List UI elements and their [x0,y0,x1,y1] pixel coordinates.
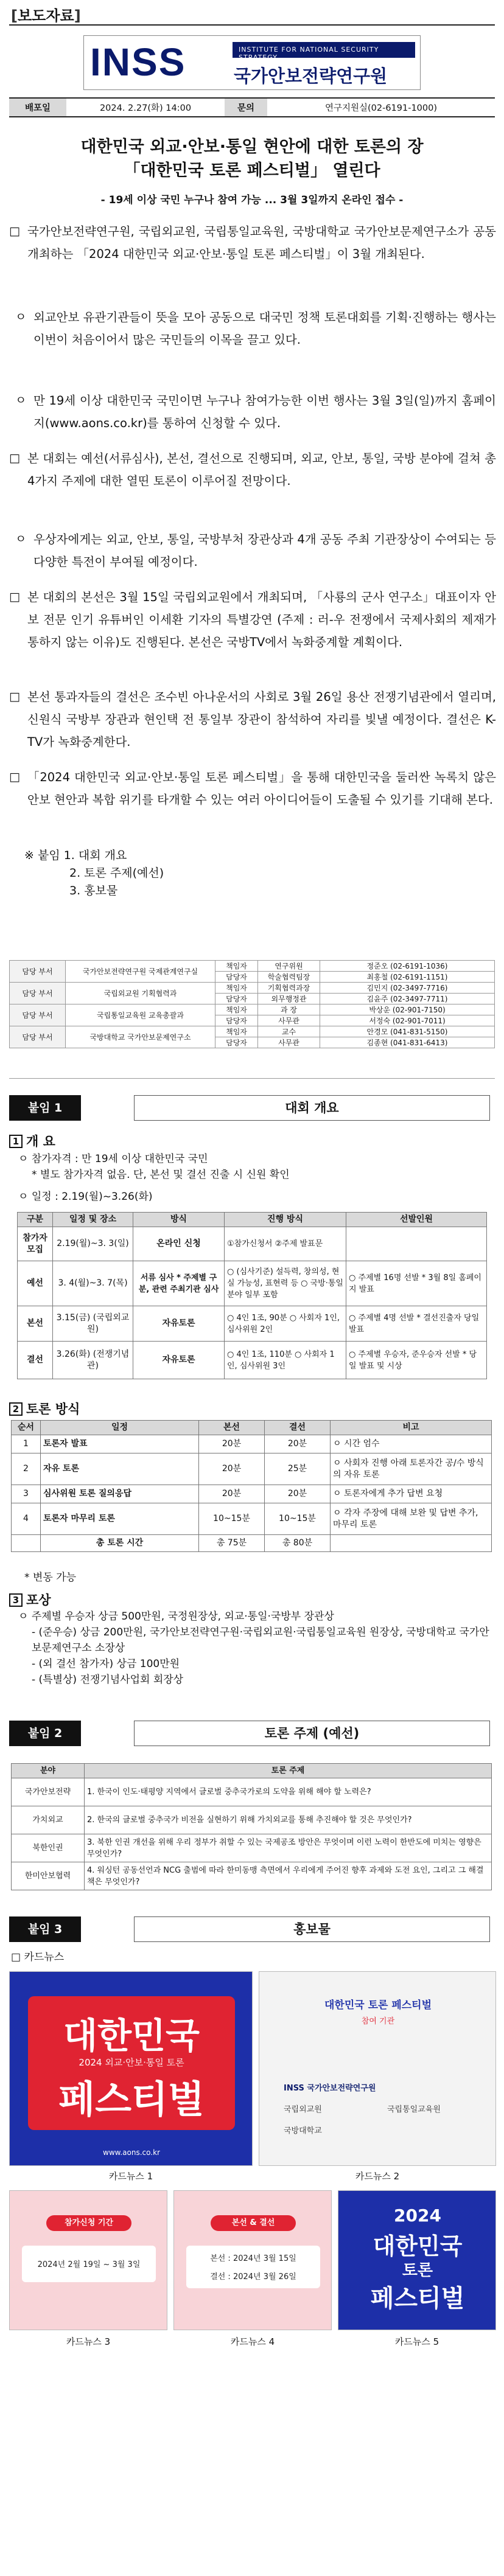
overview-heading: 1 개 요 [9,1132,55,1150]
section-header-promo: 붙임 3 홍보물 [9,1916,495,1942]
card-news-5: 2024 대한민국 토론 페스티벌 [338,2190,496,2330]
prize-text: ㅇ 주제별 우승자 상금 500만원, 국정원장상, 외교·통일·국방부 장관상 - (준우승) 상금 200만원, 국가안보전략연구원·국립외교원·국립통일교육원 원장상, 국방대학교 국가안보문제연구소 소장상 - (외 결선 참가자) 상금 100만원 - (특별상) 전쟁기념사업회 회장상 [18,1610,489,1686]
inquiry-label: 문의 [225,98,267,117]
inss-logo: INSS INSTITUTE FOR NATIONAL SECURITY STRATEGY 국가안보전략연구원 [83,35,421,90]
divider [9,24,495,26]
prize-heading: 3 포상 [9,1590,51,1609]
schedule-table: 구분 일정 및 장소 방식 진행 방식 선발인원 참가자 모집 2.19(월)~3. 3(일) 온라인 신청 ①참가신청서 ②주제 발표문 예선 3. 4(월)~3. 7(목) 서류 심사 * 주제별 구분, 관련 주최기관 심사 ○ (심사기준) 설득력, 창의성, 현실 가능성, 표현력 등 ○ 국방·통일 분야 일부 포함 ○ 주제별 16명 선발 * 3월 8일 홈페이지 발표 본선 3.15(금) (국립외교원) 자유토론 ○ 4인 1조, 90분 ○ 사회자 1인, 심사위원 2인 ○ 주제별 4명 선발 * 결선진출자 당일 발표 결선 3.26(화) (전쟁기념관) 자유토론 ○ 4인 1조, 110분 ○ 사회자 1인, 심사위원 3인 ○ 주제별 우승자, 준우승자 선발 * 당일 발표 및 시상 [17,1212,487,1379]
paragraph: □ 「2024 대한민국 외교·안보·통일 토론 페스티벌」을 통해 대한민국을 둘러싼 녹록치 않은 안보 현안과 복합 위기를 타개할 수 있는 여러 아이디어들이 도출될 수 있기를 기대해 본다. [9,770,496,807]
inquiry-contact: 연구지원실(02-6191-1000) [267,98,495,117]
card-news-heading: □ 카드뉴스 [11,1951,65,1963]
card-news-4: 본선 & 결선 본선 : 2024년 3월 15일 결선 : 2024년 3월 26일 [173,2190,332,2330]
debate-method-table: 순서 일정 본선 결선 비고 1 토론자 발표 20분 20분 ㅇ 시간 엄수 2 자유 토론 20분 25분 ㅇ 사회자 진행 아래 토론자간 공/수 방식의 자유 토론 3 심사위원 토론 질의응답 20분 20분 ㅇ 토론자에게 추가 답변 요청 4 토론자 마무리 토론 10~15분 10~15분 ㅇ 각자 주장에 대해 보완 및 답변 추가, 마무리 토론 총 토론 시간 총 75분 총 80분 [11,1420,492,1552]
card-caption: 카드뉴스 5 [394,2336,439,2347]
topics-table: 분야 토론 주제 국가안보전략 1. 한국이 인도·태평양 지역에서 글로벌 중추국가로의 도약을 위해 해야 할 노력은? 가치외교 2. 한국의 글로벌 중추국가 비전을 실현하기 위해 가치외교를 통해 추진해야 할 것은 무엇인가? 북한인권 3. 북한 인권 개선을 위해 우리 정부가 취할 수 있는 국제공조 방안은 무엇이며 이런 노력이 한반도에 미치는 영향은 무엇인가? 한미안보협력 4. 워싱턴 공동선언과 NCG 출범에 따라 한미동맹 측면에서 우리에게 주어진 향후 과제와 도전 요인, 그리고 그 해결책은 무엇인가? [11,1763,492,1890]
card-caption: 카드뉴스 2 [355,2171,400,2182]
press-release-tag: [보도자료] [11,7,81,24]
overview-text: ㅇ 참가자격 : 만 19세 이상 대한민국 국민 * 별도 참가자격 없음. 단, 본선 및 결선 진출 시 신원 확인 ㅇ 일정 : 2.19(월)~3.26(화) [18,1153,290,1203]
variable-note: * 변동 가능 [24,1572,76,1584]
paragraph: ㅇ 우상자에게는 외교, 안보, 통일, 국방부처 장관상과 4개 공동 주최 기관장상이 수여되는 등 다양한 특전이 부여될 예정이다. [15,532,496,569]
release-meta [9,97,495,117]
paragraph: □ 본 대회는 예선(서류심사), 본선, 결선으로 진행되며, 외교, 안보, 통일, 국방 분야에 걸쳐 총 4가지 주제에 대한 열띤 토론이 이루어질 전망이다. [9,451,496,488]
card-news-1: 대한민국 2024 외교·안보·통일 토론 페스티벌 www.aons.co.kr [9,1971,253,2166]
card-caption: 카드뉴스 3 [66,2336,111,2347]
section-header-topics: 붙임 2 토론 주제 (예선) [9,1721,495,1746]
dist-date: 2024. 2.27(화) 14:00 [66,98,225,117]
attachments-list: ※ 붙임 1. 대회 개요 2. 토론 주제(예선) 3. 홍보물 [24,849,164,897]
paragraph: ㅇ 외교안보 유관기관들이 뜻을 모아 공동으로 대국민 정책 토론대회를 기획·진행하는 행사는 이번이 처음이어서 많은 국민들의 이목을 끌고 있다. [15,310,496,347]
paragraph: □ 국가안보전략연구원, 국립외교원, 국립통일교육원, 국방대학교 국가안보문제연구소가 공동 개최하는 「2024 대한민국 외교·안보·통일 토론 페스티벌」이 3월 개최된다. [9,225,496,261]
card-caption: 카드뉴스 4 [230,2336,275,2347]
card-news-3: 참가신청 기간 2024년 2월 19일 ~ 3월 3일 [9,2190,167,2330]
subtitle: - 19세 이상 국민 누구나 참여 가능 ... 3월 3일까지 온라인 접수 - [100,194,404,206]
contacts-table: 담당 부서 국가안보전략연구원 국제관계연구실 책임자 연구위원 정준오 (02-6191-1036) 담당자 학술협력팀장 최홍철 (02-6191-1151) 담당 부서 국립외교원 기획협력과 책임자 기획협력과장 김민지 (02-3497-7716) 담당자 외무행정관 김윤주 (02-3497-7711) 담당 부서 국립통일교육원 교육총괄과 책임자 과 장 박상운 (02-901-7150) 담당자 사무관 서정숙 (02-901-7011) 담당 부서 국방대학교 국가안보문제연구소 책임자 교수 안경모 (041-831-5150) 담당자 사무관 김종현 (041-831-6413) [9,960,495,1048]
paragraph: ㅇ 만 19세 이상 대한민국 국민이면 누구나 참여가능한 이번 행사는 3월 3일(일)까지 홈페이지(www.aons.co.kr)를 통하여 신청할 수 있다. [15,394,496,430]
dist-label: 배포일 [9,98,66,117]
card-news-2: 대한민국 토론 페스티벌 참여 기관 INSS 국가안보전략연구원 국립외교원 국립통일교육원 국방대학교 [259,1971,496,2166]
divider [9,1078,495,1079]
method-heading: 2 토론 방식 [9,1399,80,1418]
card-caption: 카드뉴스 1 [108,2171,153,2182]
paragraph: □ 본선 통과자들의 결선은 조수빈 아나운서의 사회로 3월 26일 용산 전쟁기념관에서 열리며, 신원식 국방부 장관과 현인택 전 통일부 장관이 참석하여 자리를 빛낼 예정이다. 결선은 K-TV가 녹화중계한다. [9,690,496,749]
paragraph: □ 본 대회의 본선은 3월 15일 국립외교원에서 개최되며, 「사룡의 군사 연구소」대표이자 안보 전문 인기 유튜버인 이세환 기자의 특별강연 (주제 : 러-우 전쟁에서 국제사회의 제재가 통하지 않는 이유)도 진행된다. 본선은 국방TV에서 녹화중계할 계획이다. [9,590,496,649]
section-header-overview: 붙임 1 대회 개요 [9,1095,495,1121]
page-title: 대한민국 외교·안보·통일 현안에 대한 토론의 장 「대한민국 토론 페스티벌」 열린다 [80,138,424,180]
